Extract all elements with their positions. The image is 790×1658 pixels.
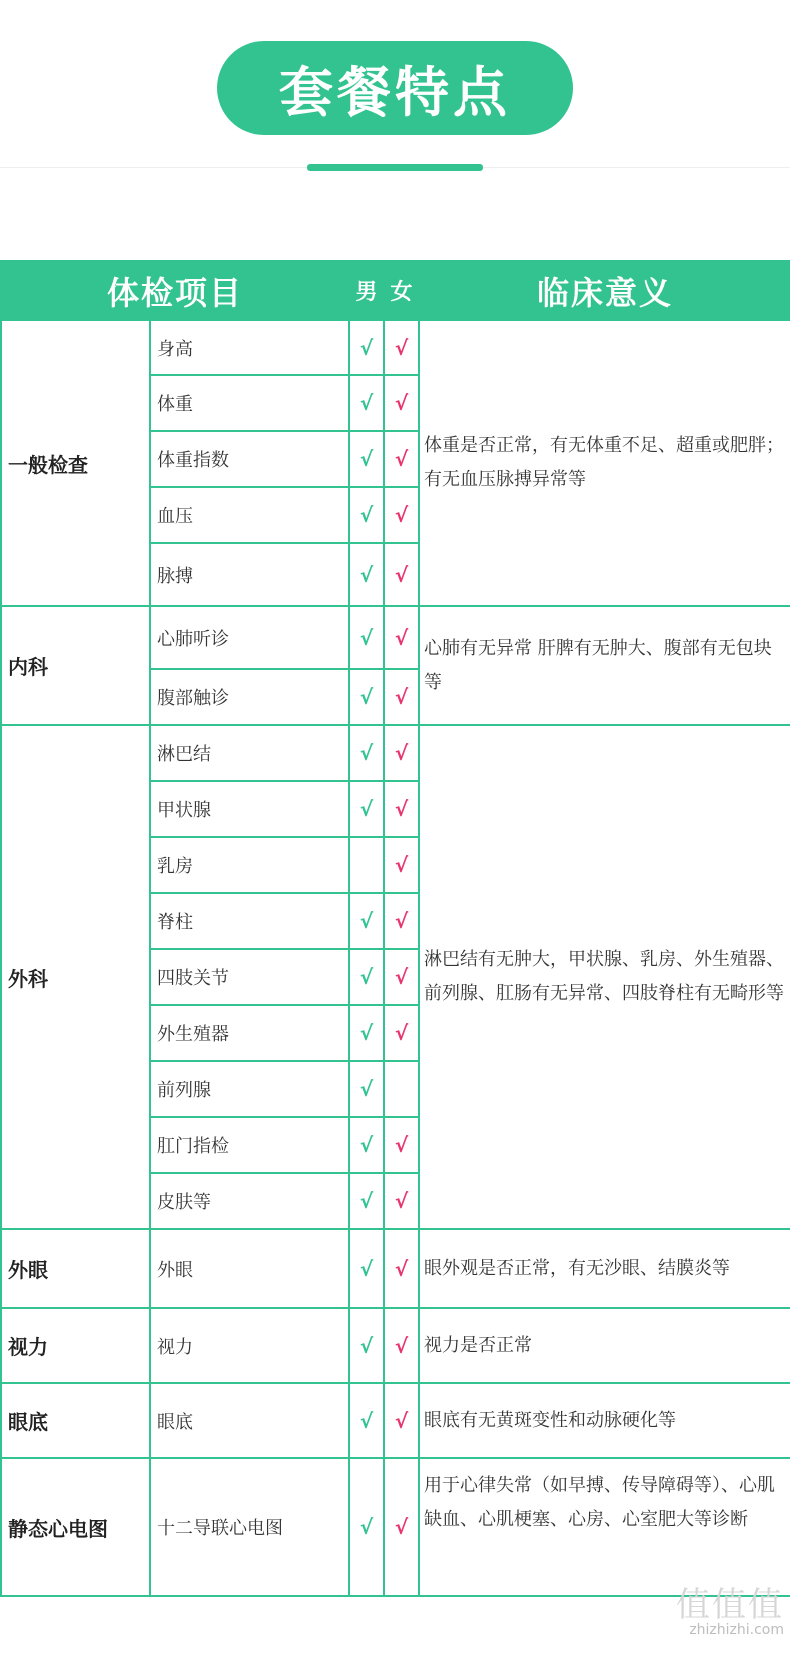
item-name-cell: 脉搏: [150, 543, 349, 606]
male-check-mark: [349, 837, 384, 893]
column-header-female: 女: [384, 261, 419, 320]
category-cell: 外科: [1, 725, 150, 1229]
watermark-logo: 值值值: [676, 1585, 784, 1625]
title-underline: [307, 164, 483, 171]
female-check-mark: √: [384, 487, 419, 543]
column-header-meaning: 临床意义: [419, 261, 790, 320]
category-cell: 内科: [1, 606, 150, 725]
category-cell: 一般检查: [1, 320, 150, 606]
item-name-cell: 身高: [150, 320, 349, 375]
female-check-mark: √: [384, 893, 419, 949]
male-check-mark: √: [349, 1117, 384, 1173]
female-check-mark: √: [384, 320, 419, 375]
table-row: [1, 1229, 790, 1308]
item-name-cell: 腹部触诊: [150, 669, 349, 725]
female-check-mark: √: [384, 1173, 419, 1229]
female-check-mark: √: [384, 1458, 419, 1596]
table-row: [1, 1458, 790, 1596]
table-row: [1, 725, 790, 781]
male-check-mark: √: [349, 1061, 384, 1117]
female-check-mark: √: [384, 837, 419, 893]
male-check-mark: √: [349, 606, 384, 669]
male-check-mark: √: [349, 1458, 384, 1596]
item-name-cell: 体重: [150, 375, 349, 431]
page-title: 套餐特点: [279, 60, 511, 124]
male-check-mark: √: [349, 893, 384, 949]
item-name-cell: 淋巴结: [150, 725, 349, 781]
male-check-mark: √: [349, 949, 384, 1005]
exam-table: [0, 260, 790, 1597]
female-check-mark: √: [384, 1383, 419, 1458]
male-check-mark: √: [349, 431, 384, 487]
female-check-mark: √: [384, 431, 419, 487]
clinical-meaning-cell: 体重是否正常，有无体重不足、超重或肥胖；有无血压脉搏异常等: [419, 320, 790, 606]
item-name-cell: 心肺听诊: [150, 606, 349, 669]
male-check-mark: √: [349, 669, 384, 725]
table-row: [1, 606, 790, 669]
clinical-meaning-cell: 眼底有无黄斑变性和动脉硬化等: [419, 1383, 790, 1458]
male-check-mark: √: [349, 1173, 384, 1229]
clinical-meaning-cell: 眼外观是否正常，有无沙眼、结膜炎等: [419, 1229, 790, 1308]
male-check-mark: √: [349, 781, 384, 837]
item-name-cell: 四肢关节: [150, 949, 349, 1005]
category-cell: 视力: [1, 1308, 150, 1383]
female-check-mark: √: [384, 669, 419, 725]
male-check-mark: √: [349, 375, 384, 431]
item-name-cell: 十二导联心电图: [150, 1458, 349, 1596]
female-check-mark: √: [384, 606, 419, 669]
table-row: [1, 1383, 790, 1458]
male-check-mark: √: [349, 487, 384, 543]
item-name-cell: 外眼: [150, 1229, 349, 1308]
female-check-mark: √: [384, 949, 419, 1005]
clinical-meaning-cell: 心肺有无异常 肝脾有无肿大、腹部有无包块等: [419, 606, 790, 725]
item-name-cell: 视力: [150, 1308, 349, 1383]
female-check-mark: √: [384, 543, 419, 606]
male-check-mark: √: [349, 1308, 384, 1383]
item-name-cell: 皮肤等: [150, 1173, 349, 1229]
female-check-mark: √: [384, 375, 419, 431]
item-name-cell: 血压: [150, 487, 349, 543]
item-name-cell: 乳房: [150, 837, 349, 893]
exam-table-body: [1, 320, 790, 1596]
watermark-text: zhizhizhi.com: [689, 1622, 784, 1638]
item-name-cell: 甲状腺: [150, 781, 349, 837]
female-check-mark: √: [384, 781, 419, 837]
female-check-mark: √: [384, 725, 419, 781]
column-header-item: 体检项目: [1, 261, 349, 320]
female-check-mark: √: [384, 1005, 419, 1061]
category-cell: 静态心电图: [1, 1458, 150, 1596]
table-row: [1, 1308, 790, 1383]
male-check-mark: √: [349, 725, 384, 781]
clinical-meaning-cell: 用于心律失常（如早搏、传导障碍等）、心肌缺血、心肌梗塞、心房、心室肥大等诊断: [419, 1458, 790, 1596]
item-name-cell: 肛门指检: [150, 1117, 349, 1173]
item-name-cell: 前列腺: [150, 1061, 349, 1117]
male-check-mark: √: [349, 1229, 384, 1308]
female-check-mark: √: [384, 1308, 419, 1383]
title-banner: [217, 41, 573, 135]
item-name-cell: 脊柱: [150, 893, 349, 949]
table-row: [1, 320, 790, 375]
table-header-row: [1, 261, 790, 320]
item-name-cell: 体重指数: [150, 431, 349, 487]
male-check-mark: √: [349, 1005, 384, 1061]
female-check-mark: √: [384, 1117, 419, 1173]
category-cell: 外眼: [1, 1229, 150, 1308]
exam-table-container: [0, 260, 790, 1597]
clinical-meaning-cell: 视力是否正常: [419, 1308, 790, 1383]
female-check-mark: [384, 1061, 419, 1117]
item-name-cell: 眼底: [150, 1383, 349, 1458]
column-header-male: 男: [349, 261, 384, 320]
male-check-mark: √: [349, 320, 384, 375]
watermark: [634, 1577, 784, 1638]
male-check-mark: √: [349, 543, 384, 606]
category-cell: 眼底: [1, 1383, 150, 1458]
clinical-meaning-cell: 淋巴结有无肿大，甲状腺、乳房、外生殖器、前列腺、肛肠有无异常、四肢脊柱有无畸形等: [419, 725, 790, 1229]
female-check-mark: √: [384, 1229, 419, 1308]
item-name-cell: 外生殖器: [150, 1005, 349, 1061]
male-check-mark: √: [349, 1383, 384, 1458]
